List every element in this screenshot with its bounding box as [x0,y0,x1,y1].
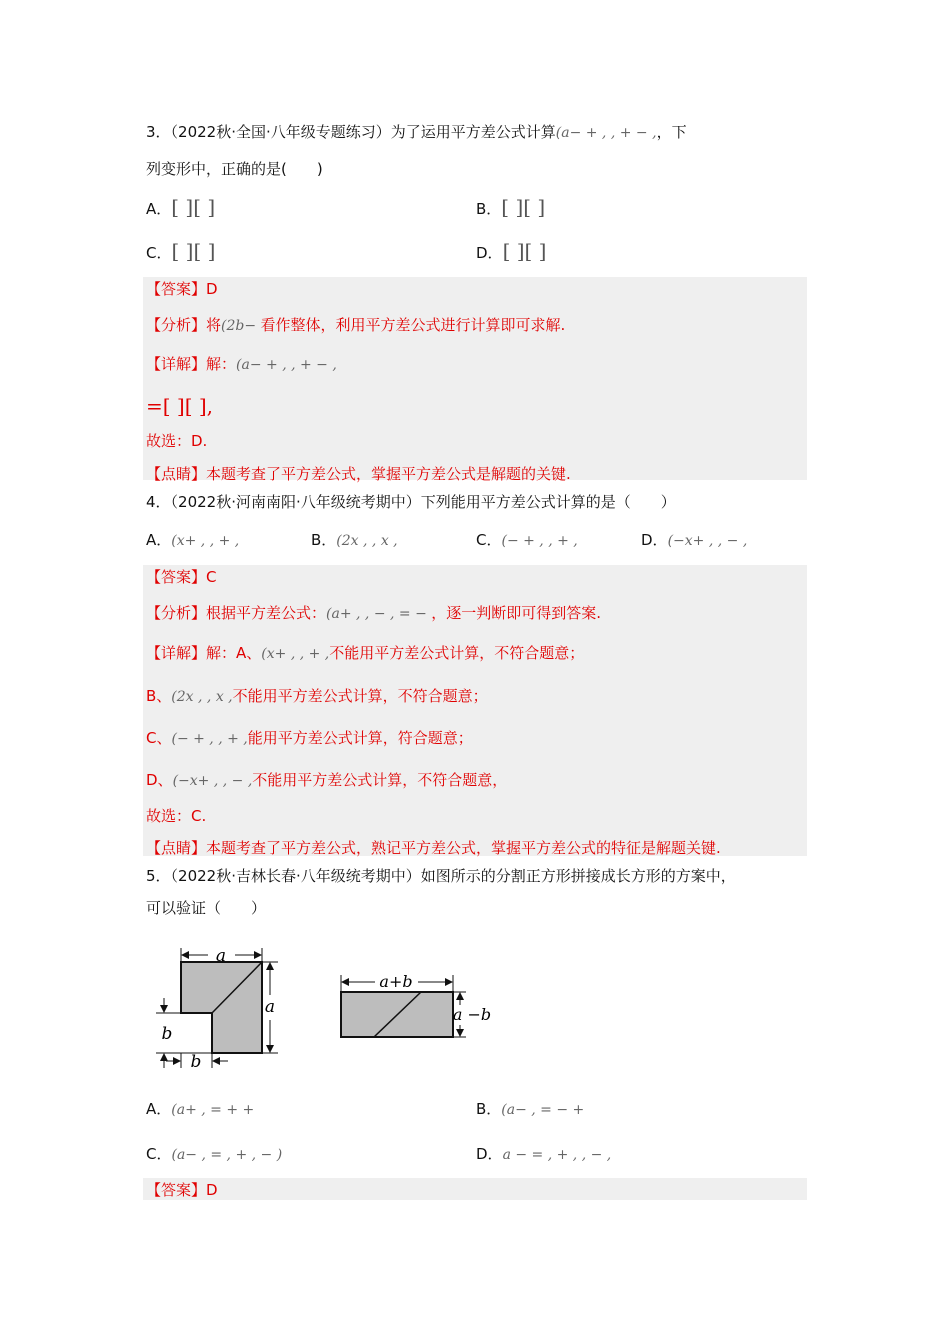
svg-text:a −b: a −b [452,1005,492,1024]
q5-option-a: A．(a+ , = + + [146,1100,255,1118]
svg-text:b: b [161,1024,173,1044]
square-cut-shape [181,962,262,1053]
q5-option-c: C．(a− , = , + , − ) [146,1145,283,1163]
q3-option-b: B．[ ][ ] [476,195,546,219]
q4-detail-a: 【详解】解：A、(x+ , , + ,不能用平方差公式计算，不符合题意； [146,644,585,662]
q4-choose: 故选：C. [146,807,207,825]
q4-option-b: B．(2x , , x , [311,531,398,549]
dim-a-minus-b [453,992,491,1037]
q4-detail-c: C、(− + , , + ,能用平方差公式计算，符合题意； [146,729,473,747]
q3-stem-line2: 列变形中，正确的是( ) [146,160,323,178]
q4-option-a: A．(x+ , , + , [146,531,240,549]
dim-b-bottom [166,1052,228,1070]
q4-detail-d: D、(−x+ , , − ,不能用平方差公式计算，不符合题意， [146,771,508,789]
q4-comment: 【点睛】本题考查了平方差公式，熟记平方差公式，掌握平方差公式的特征是解题关键. [146,839,721,857]
rectangle-shape [341,992,453,1037]
q3-solution-box [143,277,807,480]
q4-option-d: D．(−x+ , , − , [641,531,748,549]
q3-comment: 【点睛】本题考查了平方差公式，掌握平方差公式是解题的关键. [146,465,571,483]
q3-analysis: 【分析】将(2b− 看作整体，利用平方差公式进行计算即可求解. [146,316,566,334]
q5-answer: 【答案】D [146,1181,218,1199]
svg-text:b: b [190,1052,202,1070]
q5-solution-box [143,1178,807,1200]
q3-detail-line2: =[ ][ ], [146,394,214,418]
svg-text:a: a [264,997,276,1017]
dim-a-plus-b [341,972,453,992]
q5-option-d: D．a − = , + , , − , [476,1145,612,1163]
q4-analysis: 【分析】根据平方差公式：(a+ , , − , = − ，逐一判断即可得到答案. [146,604,602,622]
q3-detail: 【详解】解：(a− + , , + − , [146,355,337,373]
q3-option-d: D．[ ][ ] [476,239,547,263]
q3-stem-line1: 3．（2022秋·全国·八年级专题练习）为了运用平方差公式计算(a− + , , + − ,，下 [146,123,687,141]
q5-stem-line2: 可以验证（ ） [146,899,267,917]
q5-figure [150,940,500,1070]
q5-stem-line1: 5．（2022秋·吉林长春·八年级统考期中）如图所示的分割正方形拼接成长方形的方案中， [146,867,736,885]
q4-stem: 4．（2022秋·河南南阳·八年级统考期中）下列能用平方差公式计算的是（ ） [146,493,676,511]
svg-text:a+b: a+b [379,972,413,991]
q3-choose: 故选：D. [146,432,208,450]
q4-detail-b: B、(2x , , x ,不能用平方差公式计算，不符合题意； [146,687,488,705]
q4-answer: 【答案】C [146,568,217,586]
q3-answer: 【答案】D [146,280,218,298]
dim-a-right [262,962,278,1053]
q3-option-a: A．[ ][ ] [146,195,216,219]
q5-option-b: B．(a− , = − + [476,1100,585,1118]
q4-option-c: C．(− + , , + , [476,531,578,549]
q3-option-c: C．[ ][ ] [146,239,216,263]
svg-text:a: a [215,946,227,966]
